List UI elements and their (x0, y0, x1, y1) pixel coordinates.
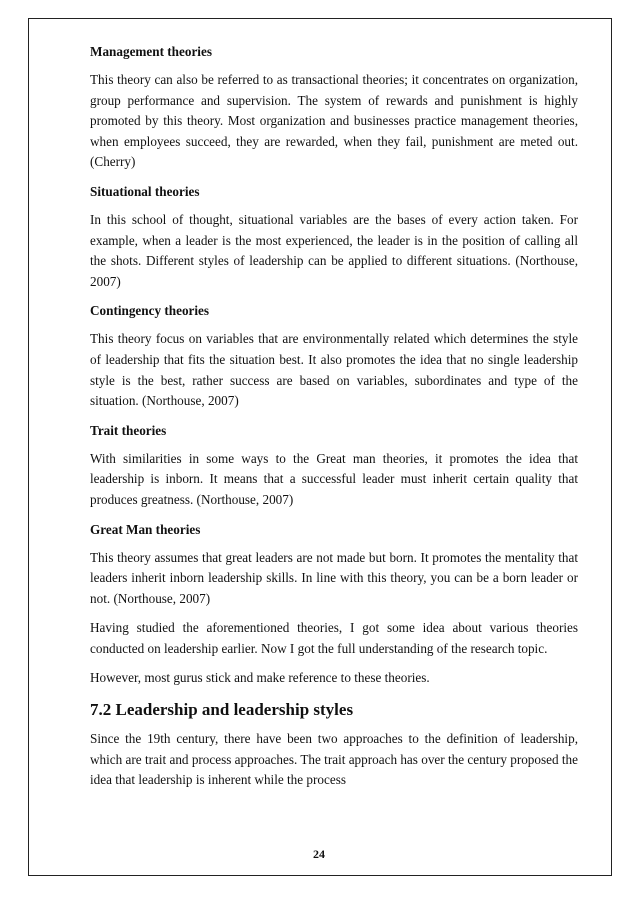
paragraph-conclusion: Having studied the aforementioned theories, I got some idea about various theories conducted on leadership earlier. Now I got the full understanding of the research topic. (90, 620, 578, 656)
heading-situational-theories: Situational theories (90, 183, 200, 199)
paragraph-leadership-styles: Since the 19th century, there have been two approaches to the definition of leadership, which are trait and process approaches. The trait approach has over the century proposed the idea that leadership is inherent while the process (90, 731, 578, 788)
heading-great-man-theories: Great Man theories (90, 521, 201, 537)
paragraph-trait-theories: With similarities in some ways to the Great man theories, it promotes the idea that leadership is inborn. It means that a successful leader must inherit certain quality that produces greatness. (Northouse, 2007) (90, 450, 578, 507)
page-content (90, 42, 578, 800)
paragraph-great-man-theories: This theory assumes that great leaders are not made but born. It promotes the mentality that leaders inherit inborn leadership skills. In line with this theory, you can be a born leader or not. (Northouse, 2007) (90, 549, 578, 606)
paragraph-contingency-theories: This theory focus on variables that are environmentally related which determines the style of leadership that fits the situation best. It also promotes the idea that no single leadership style is the best, rather success are based on variables, subordinates and type of the situation. (Northouse, 2007) (90, 331, 578, 409)
page-number: 24 (313, 847, 325, 861)
heading-trait-theories: Trait theories (90, 422, 167, 438)
paragraph-gurus: However, most gurus stick and make reference to these theories. (90, 670, 430, 686)
section-title-7-2: 7.2 Leadership and leadership styles (90, 700, 354, 720)
heading-management-theories: Management theories (90, 44, 212, 59)
heading-contingency-theories: Contingency theories (90, 303, 210, 319)
paragraph-management-theories: This theory can also be referred to as transactional theories; it concentrates on organization, group performance and supervision. The system of rewards and punishment is highly promoted by this theory. Most organization and businesses practice management theories, when employees succeed, they are rewarded, when they fail, punishment are meted out. (Cherry) (90, 72, 578, 170)
paragraph-situational-theories: In this school of thought, situational variables are the bases of every action taken. For example, when a leader is the most experienced, the leader is in the position of calling all the shots. Different styles of leadership can be applied to different situations. (Northouse, 2007) (90, 211, 578, 289)
